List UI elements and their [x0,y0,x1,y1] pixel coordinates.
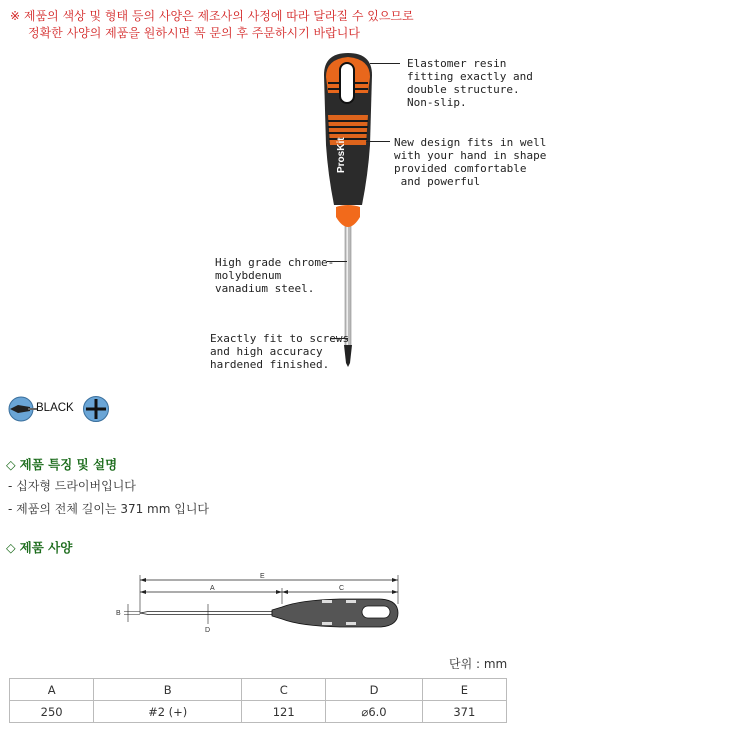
col-header-c: C [242,679,326,701]
hang-slot [340,63,354,103]
dim-label-c: C [339,585,345,592]
product-image [310,45,400,375]
features-title-text: 제품 특징 및 설명 [19,457,118,472]
unit-label: 단위 : mm [449,657,508,671]
callout-line-1 [370,63,400,64]
callout-elastomer: Elastomer resin fitting exactly and double structure. Non-slip. [407,57,533,109]
cell-d: ⌀6.0 [326,701,422,723]
dim-label-b: B [116,610,121,617]
callout-design: New design fits in well with your hand in shape provided comfortable and powerful [394,136,547,188]
feature-item: - 십자형 드라이버입니다 [8,479,136,493]
col-header-d: D [326,679,422,701]
notice [10,8,414,42]
notice-line-1: ※ 제품의 색상 및 형태 등의 사양은 제조사의 사정에 따라 달라질 수 있으므로 [10,9,414,23]
col-header-a: A [10,679,94,701]
cell-e: 371 [422,701,506,723]
callout-steel: High grade chrome- molybdenum vanadium steel. [215,256,335,295]
cell-b: #2 (+) [94,701,242,723]
diamond-icon: ◇ [6,457,16,472]
feature-item: - 제품의 전체 길이는 371 mm 입니다 [8,502,210,516]
specs-title-text: 제품 사양 [19,540,73,555]
table-header-row [10,679,507,701]
cell-c: 121 [242,701,326,723]
phillips-cross-icon [82,396,110,424]
dimension-diagram [110,570,410,640]
features-title [6,455,117,473]
brand-label: ProsKit [336,137,347,173]
dim-label-d: D [205,627,211,634]
handle-collar [336,205,360,227]
spec-table [9,678,507,723]
col-header-b: B [94,679,242,701]
callout-tip: Exactly fit to screws and high accuracy hardened finished. [210,332,350,371]
dim-label-e: E [260,573,265,580]
dim-label-a: A [210,585,215,592]
diagram-shaft [140,612,272,615]
notice-line-2: 정확한 사양의 제품을 원하시면 꼭 문의 후 주문하시기 바랍니다 [28,26,360,40]
screwdriver-icon [8,396,38,422]
diamond-icon: ◇ [6,540,16,555]
color-label: BLACK [36,402,74,414]
specs-title [6,538,72,556]
callout-line-2 [366,141,390,142]
col-header-e: E [422,679,506,701]
table-row [10,701,507,723]
cell-a: 250 [10,701,94,723]
